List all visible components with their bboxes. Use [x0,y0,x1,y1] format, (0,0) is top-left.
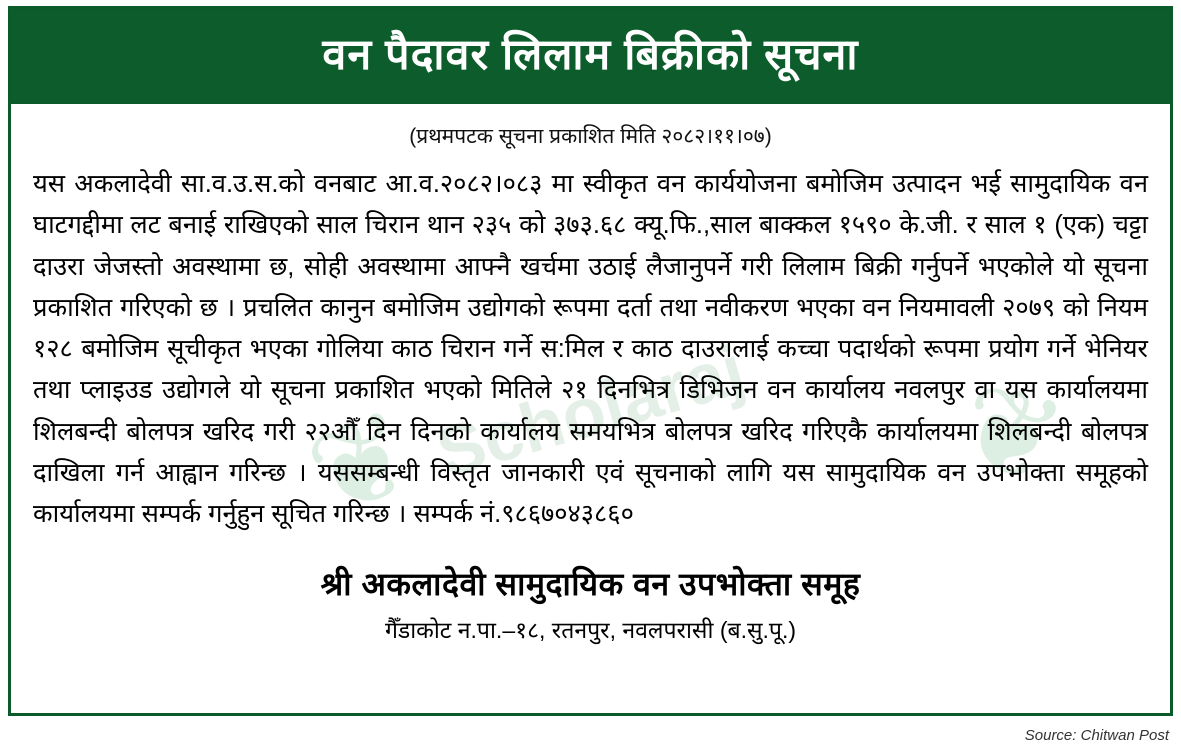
notice-card [8,6,1173,716]
organization-name: श्री अकलादेवी सामुदायिक वन उपभोक्ता समूह [320,565,861,602]
notice-title: वन पैदावर लिलाम बिक्रीको सूचना [322,30,859,79]
signature-block [33,562,1148,645]
watermark-text: Scholaraj [428,330,753,492]
notice-paragraph: यस अकलादेवी सा.व.उ.स.को वनबाट आ.व.२०८२।०८३ मा स्वीकृत वन कार्ययोजना बमोजिम उत्पादन भई सामुदायिक वन घाटगद्दीमा लट बनाई राखिएको साल चिरान थान २३५ को ३७३.६८ क्यू.फि.,साल बाक्कल १५९० के.जी. र साल १ (एक) चट्टा दाउरा जेजस्तो अवस्थामा छ, सोही अवस्थामा आफ्नै खर्चमा उठाई लैजानुपर्ने गरी लिलाम बिक्री गर्नुपर्ने भएकोले यो सूचना प्रकाशित गरिएको छ । प्रचलित कानुन बमोजिम उद्योगको रूपमा दर्ता तथा नवीकरण भएका वन नियमावली २०७९ को नियम १२८ बमोजिम सूचीकृत भएका गोलिया काठ चिरान गर्ने स:मिल र काठ दाउरालाई कच्चा पदार्थको रूपमा प्रयोग गर्ने भेनियर तथा प्लाइउड उद्योगले यो सूचना प्रकाशित भएको मितिले २१ दिनभित्र डिभिजन वन कार्यालय नवलपुर वा यस कार्यालयमा शिलबन्दी बोलपत्र खरिद गरी २२औँ दिन दिनको कार्यालय समयभित्र बोलपत्र खरिद गरिएकै कार्यालयमा शिलबन्दी बोलपत्र दाखिला गर्न आह्वान गरिन्छ । यससम्बन्धी विस्तृत जानकारी एवं सूचनाको लागि यस सामुदायिक वन उपभोक्ता समूहको कार्यालयमा सम्पर्क गर्नुहुन सूचित गरिन्छ । सम्पर्क नं.९८६७०४३८६० [33,170,1148,529]
organization-address: गैँडाकोट न.पा.–१८, रतनपुर, नवलपरासी (ब.सु.पू.) [384,616,797,643]
leaf-icon: ❦ [291,383,432,545]
notice-header-band [11,9,1170,104]
notice-body [11,104,1170,645]
leaf-icon: ❦ [945,356,1078,512]
publication-date: (प्रथमपटक सूचना प्रकाशित मिति २०८२।११।०७) [409,125,772,148]
source-credit: Source: Chitwan Post [1024,727,1169,744]
